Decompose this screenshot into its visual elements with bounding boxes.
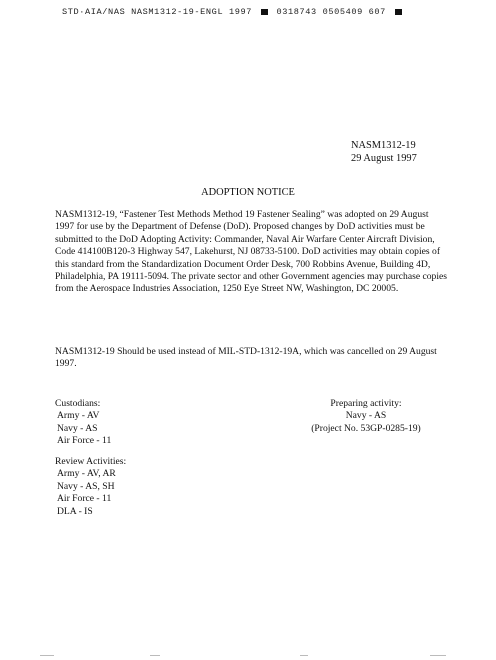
project-number: (Project No. 53GP-0285-19) xyxy=(311,422,421,434)
scan-mark xyxy=(430,655,446,656)
review-activities-block xyxy=(55,456,126,518)
preparing-heading: Preparing activity: xyxy=(330,398,402,409)
page-title: ADOPTION NOTICE xyxy=(201,187,295,198)
supersession-paragraph: NASM1312-19 Should be used instead of MIL-STD-1312-19A, which was cancelled on 29 August 1997. xyxy=(55,346,437,370)
review-item: Navy - AS, SH xyxy=(57,480,115,492)
custodians-heading: Custodians: xyxy=(55,398,101,409)
header-code-text: STD·AIA/NAS NASM1312-19-ENGL 1997 xyxy=(62,7,252,17)
preparing-activity-block xyxy=(300,398,432,435)
review-item: DLA - IS xyxy=(57,505,93,517)
review-item: Air Force - 11 xyxy=(57,493,112,505)
custodian-item: Air Force - 11 xyxy=(57,435,112,447)
document-header-code xyxy=(62,7,405,17)
custodians-block xyxy=(55,398,111,448)
scan-mark xyxy=(150,655,160,656)
scan-mark xyxy=(40,655,54,656)
custodian-item: Army - AV xyxy=(57,410,100,422)
review-heading: Review Activities: xyxy=(55,456,127,467)
document-id-block xyxy=(351,140,417,165)
document-number: NASM1312-19 xyxy=(351,140,416,151)
black-block-mark xyxy=(261,9,268,15)
document-date: 29 August 1997 xyxy=(351,152,417,164)
scan-mark xyxy=(300,655,308,656)
adoption-paragraph: NASM1312-19, “Fastener Test Methods Method 19 Fastener Sealing” was adopted on 29 August 1997 for use by the Department of Defense (DoD). Proposed changes by DoD activities must be submitted to the DoD Adopting Activity: Commander, Naval Air Warfare Center Aircraft Division, Code 414100B120-3 Highway 547, Lakehurst, NJ 08733-5100. DoD activities may obtain copies of this standard from the Standardization Document Order Desk, 700 Robbins Avenue, Building 4D, Philadelphia, PA 19111-5094. The private sector and other Government agencies may purchase copies from the Aerospace Industries Association, 1250 Eye Street NW, Washington, DC 20005. xyxy=(55,209,447,295)
header-code-number: 0318743 0505409 607 xyxy=(276,7,386,17)
black-block-mark xyxy=(395,9,402,15)
review-item: Army - AV, AR xyxy=(57,468,116,480)
preparing-activity: Navy - AS xyxy=(345,410,387,422)
custodian-item: Navy - AS xyxy=(57,422,98,434)
